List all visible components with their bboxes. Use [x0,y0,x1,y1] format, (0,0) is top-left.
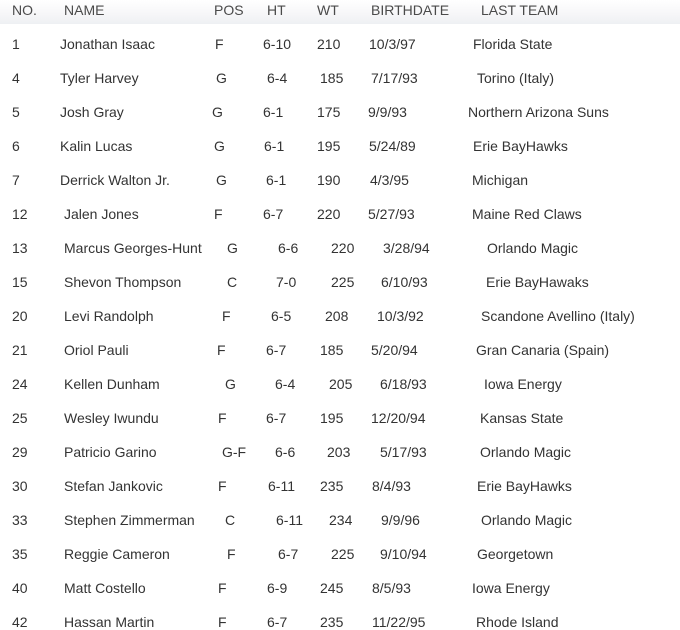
cell-height: 6-7 [267,614,288,630]
cell-weight: 235 [320,614,344,630]
cell-last-team: Scandone Avellino (Italy) [481,308,635,324]
cell-name: Reggie Cameron [64,546,170,562]
cell-birthdate: 5/20/94 [371,342,418,358]
cell-last-team: Torino (Italy) [477,70,555,86]
cell-number: 21 [12,342,28,358]
cell-last-team: Kansas State [480,410,564,426]
cell-birthdate: 7/17/93 [371,70,418,86]
cell-pos: G [212,104,223,120]
cell-birthdate: 9/10/94 [380,546,427,562]
cell-last-team: Northern Arizona Suns [468,104,609,120]
cell-number: 24 [12,376,28,392]
column-header-number: NO. [12,2,37,18]
cell-number: 12 [12,206,28,222]
cell-weight: 235 [320,478,344,494]
cell-number: 1 [12,36,20,52]
cell-birthdate: 10/3/97 [369,36,416,52]
cell-last-team: Erie BayHawks [473,138,568,154]
cell-birthdate: 11/22/95 [372,614,426,630]
cell-weight: 195 [320,410,344,426]
cell-height: 6-7 [266,410,287,426]
cell-number: 4 [12,70,20,86]
cell-pos: F [218,580,227,596]
cell-pos: G [216,172,227,188]
cell-height: 6-11 [268,478,295,494]
cell-height: 6-1 [264,138,285,154]
cell-last-team: Orlando Magic [487,240,579,256]
cell-number: 6 [12,138,20,154]
cell-name: Tyler Harvey [60,70,139,86]
cell-weight: 234 [329,512,353,528]
cell-height: 6-4 [275,376,296,392]
cell-birthdate: 12/20/94 [371,410,426,426]
cell-last-team: Erie BayHawaks [486,274,589,290]
cell-pos: F [218,478,227,494]
cell-birthdate: 9/9/93 [368,104,407,120]
cell-pos: G [225,376,236,392]
cell-height: 6-5 [271,308,292,324]
cell-birthdate: 8/4/93 [372,478,411,494]
cell-weight: 205 [329,376,353,392]
cell-last-team: Iowa Energy [472,580,550,596]
cell-weight: 245 [320,580,344,596]
cell-height: 6-6 [278,240,299,256]
cell-weight: 185 [320,70,344,86]
cell-number: 35 [12,546,28,562]
cell-birthdate: 6/18/93 [380,376,427,392]
cell-birthdate: 4/3/95 [370,172,409,188]
cell-last-team: Maine Red Claws [472,206,582,222]
cell-weight: 225 [331,546,355,562]
cell-name: Levi Randolph [64,308,154,324]
cell-weight: 195 [317,138,341,154]
cell-height: 6-11 [276,512,303,528]
cell-birthdate: 5/17/93 [380,444,427,460]
cell-name: Kalin Lucas [60,138,133,154]
cell-height: 6-1 [263,104,284,120]
cell-last-team: Orlando Magic [481,512,573,528]
cell-height: 7-0 [276,274,297,290]
cell-name: Stephen Zimmerman [64,512,195,528]
cell-number: 15 [12,274,28,290]
cell-weight: 190 [317,172,341,188]
cell-birthdate: 5/27/93 [368,206,415,222]
cell-name: Stefan Jankovic [64,478,163,494]
cell-last-team: Gran Canaria (Spain) [476,342,610,358]
cell-number: 40 [12,580,28,596]
cell-number: 30 [12,478,28,494]
cell-pos: G [227,240,238,256]
cell-pos: F [217,342,226,358]
cell-height: 6-6 [275,444,296,460]
column-header-pos: POS [214,2,244,18]
cell-number: 33 [12,512,28,528]
cell-pos: F [218,614,227,630]
cell-name: Matt Costello [64,580,146,596]
cell-last-team: Georgetown [477,546,554,562]
cell-pos: G-F [222,444,247,460]
cell-weight: 225 [331,274,355,290]
cell-birthdate: 8/5/93 [372,580,411,596]
cell-last-team: Florida State [473,36,553,52]
cell-last-team: Michigan [472,172,529,188]
cell-birthdate: 9/9/96 [381,512,420,528]
cell-height: 6-4 [267,70,288,86]
cell-pos: F [214,206,223,222]
cell-number: 5 [12,104,20,120]
cell-number: 7 [12,172,20,188]
cell-last-team: Rhode Island [476,614,559,630]
cell-number: 42 [12,614,28,630]
column-header-last-team: LAST TEAM [481,2,559,18]
cell-height: 6-9 [267,580,288,596]
cell-number: 20 [12,308,28,324]
cell-pos: G [214,138,225,154]
cell-name: Jalen Jones [64,206,139,222]
cell-pos: C [225,512,236,528]
cell-height: 6-7 [278,546,299,562]
cell-name: Hassan Martin [64,614,155,630]
cell-pos: C [227,274,238,290]
cell-name: Marcus Georges-Hunt [64,240,202,256]
cell-weight: 220 [331,240,355,256]
cell-pos: F [218,410,227,426]
cell-weight: 185 [320,342,344,358]
cell-birthdate: 6/10/93 [381,274,428,290]
cell-name: Kellen Dunham [64,376,160,392]
cell-name: Shevon Thompson [64,274,182,290]
cell-birthdate: 5/24/89 [369,138,416,154]
cell-number: 25 [12,410,28,426]
cell-name: Patricio Garino [64,444,157,460]
cell-weight: 210 [317,36,341,52]
cell-weight: 175 [317,104,341,120]
column-header-birthdate: BIRTHDATE [371,2,450,18]
cell-weight: 208 [325,308,349,324]
cell-name: Jonathan Isaac [60,36,155,52]
cell-weight: 203 [327,444,351,460]
cell-height: 6-7 [263,206,284,222]
cell-height: 6-1 [266,172,287,188]
cell-number: 29 [12,444,28,460]
cell-weight: 220 [317,206,341,222]
cell-name: Oriol Pauli [64,342,129,358]
column-header-name: NAME [64,2,105,18]
cell-pos: F [215,36,224,52]
cell-number: 13 [12,240,28,256]
cell-birthdate: 10/3/92 [377,308,424,324]
cell-pos: F [227,546,236,562]
cell-height: 6-10 [263,36,292,52]
cell-last-team: Iowa Energy [484,376,562,392]
cell-height: 6-7 [266,342,287,358]
cell-name: Wesley Iwundu [64,410,159,426]
column-header-weight: WT [317,2,339,18]
cell-last-team: Erie BayHawks [477,478,572,494]
cell-name: Derrick Walton Jr. [60,172,170,188]
cell-pos: G [216,70,227,86]
cell-birthdate: 3/28/94 [383,240,430,256]
cell-pos: F [222,308,231,324]
cell-name: Josh Gray [60,104,124,120]
column-header-height: HT [267,2,286,18]
cell-last-team: Orlando Magic [480,444,572,460]
